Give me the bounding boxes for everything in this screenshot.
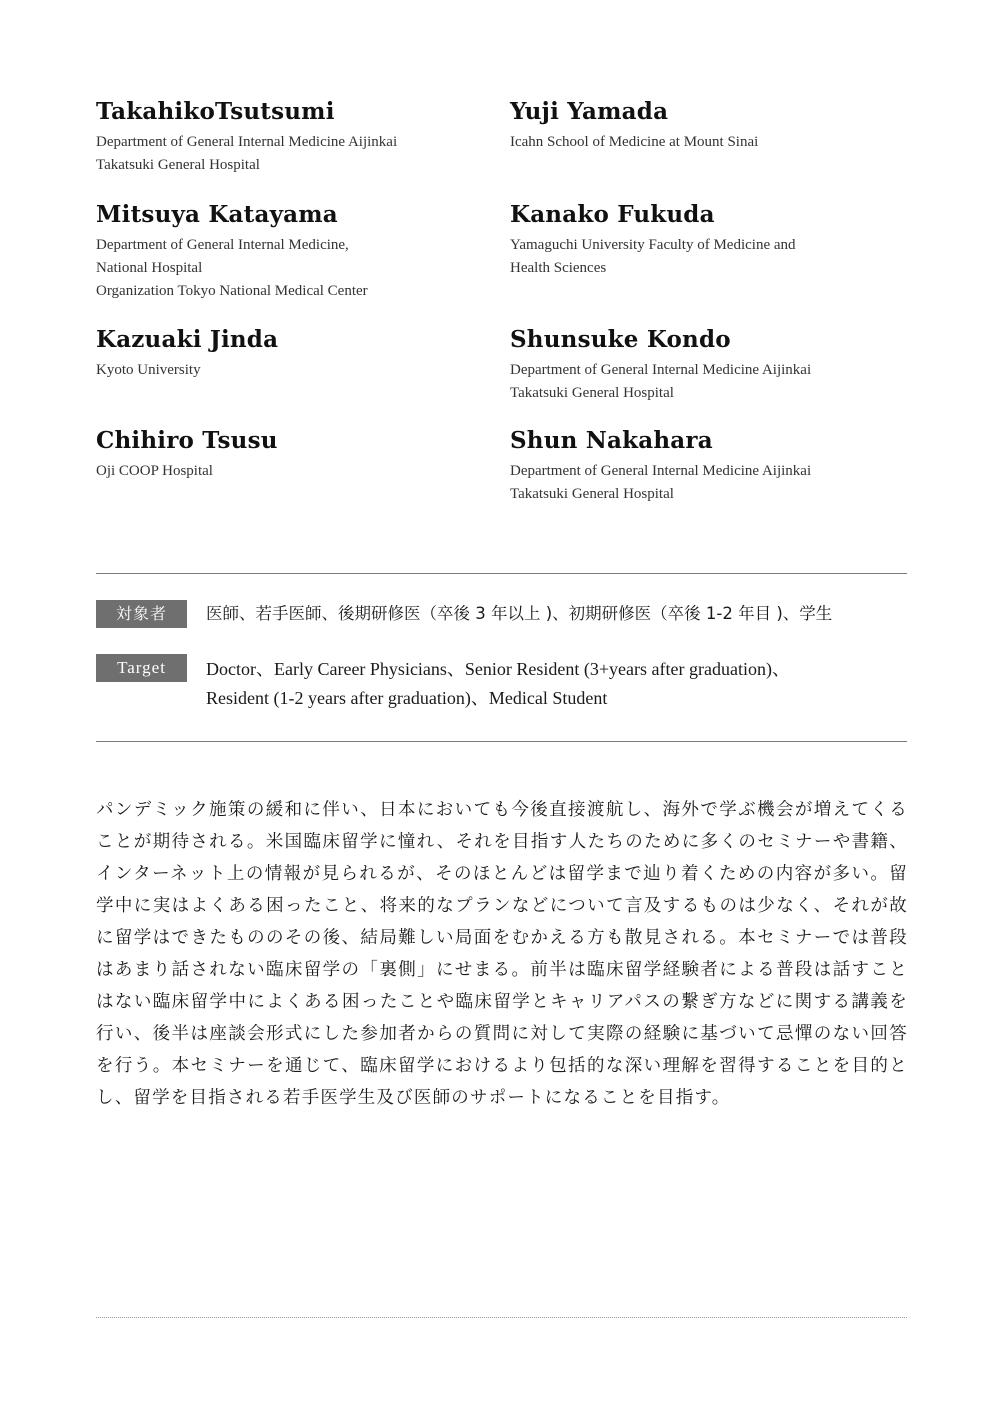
speaker-affiliation: Yamaguchi University Faculty of Medicine and Health Sciences xyxy=(510,237,796,276)
speaker xyxy=(96,323,510,424)
speaker-name: Mitsuya Katayama xyxy=(96,201,338,228)
speaker xyxy=(510,323,924,424)
speaker xyxy=(510,198,924,323)
speaker xyxy=(96,198,510,323)
speaker-row xyxy=(96,323,916,424)
speaker xyxy=(96,424,510,524)
target-label-en: Target xyxy=(96,654,187,682)
target-text-en-line: Doctor、Early Career Physicians、Senior Resident (3+years after graduation)、 xyxy=(206,659,790,679)
speaker xyxy=(510,424,924,524)
speaker-affiliation: Department of General Internal Medicine Aijinkai Takatsuki General Hospital xyxy=(96,134,398,173)
speaker-name: Chihiro Tsusu xyxy=(96,427,278,454)
speaker-affiliation: Department of General Internal Medicine, National Hospital Organization Tokyo National Medical Center xyxy=(96,237,368,299)
speaker-name: TakahikoTsutsumi xyxy=(96,98,335,125)
speaker xyxy=(510,95,924,198)
speaker-name: Shunsuke Kondo xyxy=(510,326,731,353)
target-text-ja: 医師、若手医師、後期研修医（卒後 3 年以上 )、初期研修医（卒後 1-2 年目 )、学生 xyxy=(206,604,833,623)
footer-divider xyxy=(96,1317,907,1318)
speaker-affiliation: Oji COOP Hospital xyxy=(96,463,213,479)
speaker-affiliation: Kyoto University xyxy=(96,362,201,378)
speaker-affiliation: Department of General Internal Medicine Aijinkai Takatsuki General Hospital xyxy=(510,362,812,401)
speaker-name: Shun Nakahara xyxy=(510,427,713,454)
speaker-row xyxy=(96,95,916,198)
speaker-affiliation: Department of General Internal Medicine Aijinkai Takatsuki General Hospital xyxy=(510,463,812,502)
speaker xyxy=(96,95,510,198)
speaker-name: Kanako Fukuda xyxy=(510,201,715,228)
seminar-description: パンデミック施策の緩和に伴い、日本においても今後直接渡航し、海外で学ぶ機会が増えてくることが期待される。米国臨床留学に憧れ、それを目指す人たちのために多くのセミナーや書籍、インターネット上の情報が見られるが、そのほとんどは留学まで辿り着くための内容が多い。留学中に実はよくある困ったこと、将来的なプランなどについて言及するものは少なく、それが故に留学はできたもののその後、結局難しい局面をむかえる方も散見される。本セミナーでは普段はあまり話されない臨床留学の「裏側」にせまる。前半は臨床留学経験者による普段は話すことはない臨床留学中によくある困ったことや臨床留学とキャリアパスの繋ぎ方などに関する講義を行い、後半は座談会形式にした参加者からの質問に対して実際の経験に基づいて忌憚のない回答を行う。本セミナーを通じて、臨床留学におけるより包括的な深い理解を習得することを目的とし、留学を目指される若手医学生及び医師のサポートになることを目指す。 xyxy=(96,800,908,1108)
speaker-affiliation: Icahn School of Medicine at Mount Sinai xyxy=(510,134,759,150)
speaker-name: Yuji Yamada xyxy=(510,98,669,125)
section-divider xyxy=(96,741,907,742)
speaker-name: Kazuaki Jinda xyxy=(96,326,279,353)
section-divider xyxy=(96,573,907,574)
target-label-ja: 対象者 xyxy=(96,600,187,628)
target-text-en-line: Resident (1-2 years after graduation)、Medical Student xyxy=(206,688,608,708)
speaker-row xyxy=(96,198,916,323)
speaker-row xyxy=(96,424,916,524)
speaker-list xyxy=(96,95,916,524)
target-text-en xyxy=(206,655,911,713)
